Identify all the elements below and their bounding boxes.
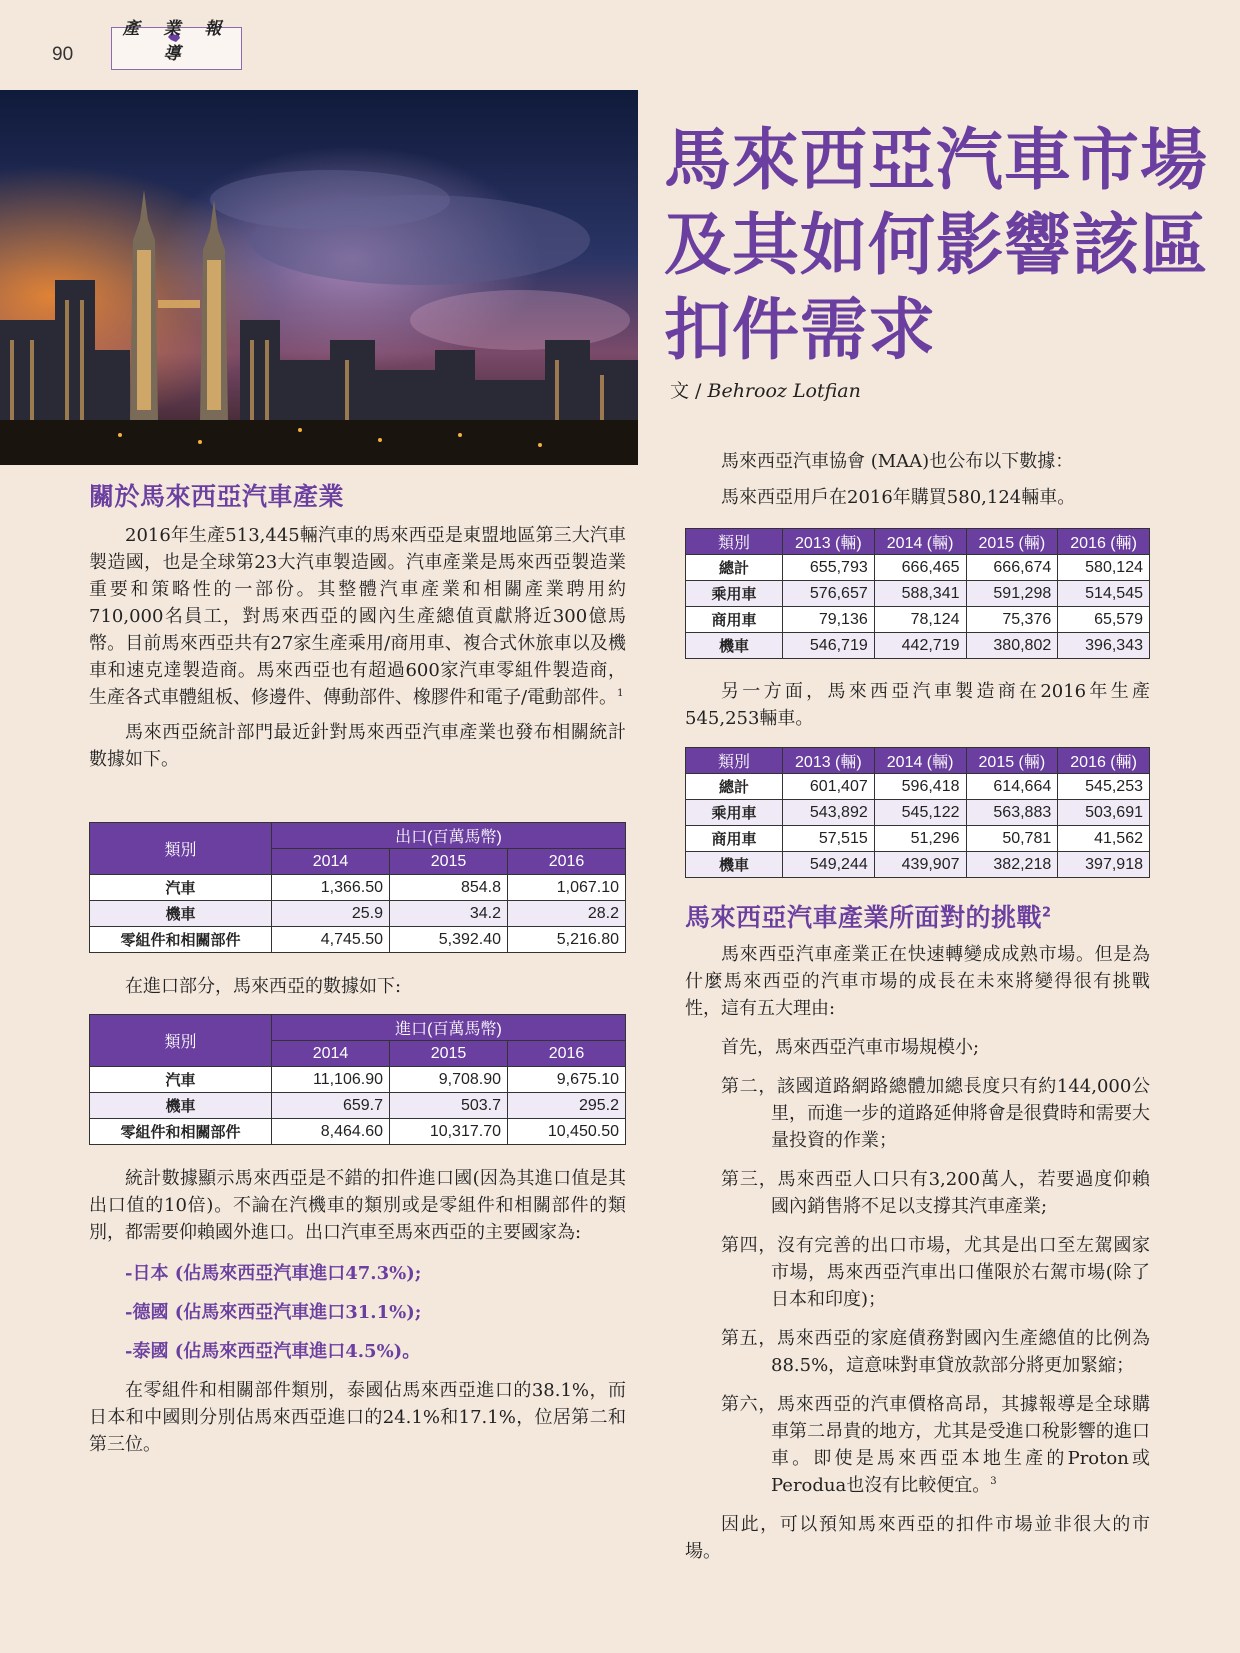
reason-third: 第三，馬來西亞人口只有3,200萬人，若要過度仰賴國內銷售將不足以支撐其汽車產業; bbox=[721, 1169, 1150, 1217]
table-row bbox=[686, 633, 1150, 659]
table-cell: 380,802 bbox=[966, 633, 1058, 659]
table-cell: 563,883 bbox=[966, 800, 1058, 826]
reason-first: 首先，馬來西亞汽車市場規模小; bbox=[721, 1037, 980, 1058]
reason-fourth: 第四，沒有完善的出口市場，尤其是出口至左駕國家市場，馬來西亞汽車出口僅限於右駕市場(除了日本和印度)； bbox=[721, 1235, 1150, 1310]
reason-sixth-text: 第六，馬來西亞的汽車價格高昂，其據報導是全球購車第二昂貴的地方，尤其是受進口稅影響的進口車。即使是馬來西亞本地生產的Proton或Perodua也沒有比較便宜。 bbox=[721, 1394, 1150, 1496]
table-cell: 57,515 bbox=[783, 826, 875, 852]
table-row bbox=[90, 901, 626, 927]
table-cell: 41,562 bbox=[1058, 826, 1150, 852]
byline-author: Behrooz Lotfian bbox=[707, 380, 861, 402]
table-cell: 11,106.90 bbox=[272, 1067, 390, 1093]
table-cell: 439,907 bbox=[874, 852, 966, 878]
byline-prefix: 文 / bbox=[670, 380, 708, 402]
table-cell: 549,244 bbox=[783, 852, 875, 878]
table-row bbox=[686, 826, 1150, 852]
sales-table bbox=[685, 528, 1150, 659]
table-cell: 5,392.40 bbox=[390, 927, 508, 953]
table-row bbox=[686, 774, 1150, 800]
import-table-year: 2014 bbox=[272, 1041, 390, 1067]
row-label: 零組件和相關部件 bbox=[90, 1119, 272, 1145]
article-title-line-3: 扣件需求 bbox=[664, 291, 936, 369]
export-table bbox=[89, 822, 626, 953]
paragraph-maa-intro: 馬來西亞汽車協會 (MAA)也公布以下數據： bbox=[721, 451, 1074, 472]
row-label: 機車 bbox=[686, 633, 783, 659]
row-label: 機車 bbox=[90, 901, 272, 927]
reason-list bbox=[685, 1073, 1150, 1499]
table-row bbox=[686, 581, 1150, 607]
table-cell: 396,343 bbox=[1058, 633, 1150, 659]
table-row bbox=[90, 927, 626, 953]
left-column-top bbox=[89, 483, 626, 773]
table-cell: 25.9 bbox=[272, 901, 390, 927]
table-cell: 614,664 bbox=[966, 774, 1058, 800]
table-row bbox=[90, 1067, 626, 1093]
article-title bbox=[664, 118, 1224, 373]
table-cell: 854.8 bbox=[390, 875, 508, 901]
paragraph-industry-overview-text: 2016年生產513,445輛汽車的馬來西亞是東盟地區第三大汽車製造國，也是全球第23大汽車製造國。汽車產業是馬來西亞製造業重要和策略性的一部份。其整體汽車產業和相關產業聘用約710,000名員工，對馬來西亞的國內生產總值貢獻將近300億馬幣。目前馬來西亞共有27家生產乘用/商用車、複合式休旅車以及機車和速克達製造商。馬來西亞也有超過600家汽車零組件製造商，生產各式車體組板、修邊件、傳動部件、橡膠件和電子/電動部件。 bbox=[89, 525, 626, 708]
right-column-production-intro bbox=[685, 678, 1150, 732]
table-cell: 503,691 bbox=[1058, 800, 1150, 826]
table-cell: 659.7 bbox=[272, 1093, 390, 1119]
country-japan: -日本 (佔馬來西亞汽車進口47.3%); bbox=[125, 1263, 422, 1284]
table-cell: 50,781 bbox=[966, 826, 1058, 852]
table-cell: 295.2 bbox=[508, 1093, 626, 1119]
footnote-ref-2: 2 bbox=[1042, 905, 1052, 921]
paragraph-production-2016: 另一方面，馬來西亞汽車製造商在2016年生產545,253輛車。 bbox=[685, 681, 1150, 729]
table-cell: 1,366.50 bbox=[272, 875, 390, 901]
table-header: 類別 bbox=[686, 529, 783, 555]
import-table-category-header: 類別 bbox=[90, 1015, 272, 1067]
reason-second: 第二，該國道路網路總體加總長度只有約144,000公里，而進一步的道路延伸將會是很費時和需要大量投資的作業； bbox=[721, 1076, 1150, 1151]
table-cell: 601,407 bbox=[783, 774, 875, 800]
section-tag bbox=[111, 19, 242, 70]
table-cell: 503.7 bbox=[390, 1093, 508, 1119]
table-cell: 1,067.10 bbox=[508, 875, 626, 901]
export-table-category-header: 類別 bbox=[90, 823, 272, 875]
article-title-line-2: 及其如何影響該區 bbox=[664, 206, 1208, 284]
table-cell: 596,418 bbox=[874, 774, 966, 800]
section-heading-challenges bbox=[685, 904, 1150, 931]
row-label: 零組件和相關部件 bbox=[90, 927, 272, 953]
export-table-year: 2016 bbox=[508, 849, 626, 875]
right-column-challenges bbox=[685, 904, 1150, 1565]
table-cell: 543,892 bbox=[783, 800, 875, 826]
table-cell: 8,464.60 bbox=[272, 1119, 390, 1145]
kuala-lumpur-skyline-photo bbox=[0, 90, 638, 465]
table-cell: 34.2 bbox=[390, 901, 508, 927]
table-row bbox=[90, 875, 626, 901]
table-cell: 382,218 bbox=[966, 852, 1058, 878]
row-label: 總計 bbox=[686, 774, 783, 800]
paragraph-import-intro: 在進口部分，馬來西亞的數據如下: bbox=[125, 976, 402, 997]
section-heading-about: 關於馬來西亞汽車產業 bbox=[89, 482, 345, 511]
export-table-group-header: 出口(百萬馬幣) bbox=[272, 823, 626, 849]
country-thailand: -泰國 (佔馬來西亞汽車進口4.5%)。 bbox=[125, 1341, 421, 1362]
table-cell: 75,376 bbox=[966, 607, 1058, 633]
table-cell: 79,136 bbox=[783, 607, 875, 633]
section-heading-challenges-text: 馬來西亞汽車產業所面對的挑戰 bbox=[685, 903, 1043, 932]
row-label: 機車 bbox=[90, 1093, 272, 1119]
table-header: 2015 (輛) bbox=[966, 748, 1058, 774]
table-row bbox=[686, 800, 1150, 826]
paragraph-sales-2016: 馬來西亞用戶在2016年購買580,124輛車。 bbox=[721, 487, 1076, 508]
row-label: 商用車 bbox=[686, 607, 783, 633]
row-label: 汽車 bbox=[90, 1067, 272, 1093]
table-cell: 666,465 bbox=[874, 555, 966, 581]
import-table bbox=[89, 1014, 626, 1145]
import-table-year: 2016 bbox=[508, 1041, 626, 1067]
table-header: 2016 (輛) bbox=[1058, 529, 1150, 555]
row-label: 乘用車 bbox=[686, 581, 783, 607]
table-row bbox=[90, 1119, 626, 1145]
row-label: 汽車 bbox=[90, 875, 272, 901]
import-table-year: 2015 bbox=[390, 1041, 508, 1067]
table-cell: 591,298 bbox=[966, 581, 1058, 607]
reason-fifth: 第五，馬來西亞的家庭債務對國內生產總值的比例為88.5%，這意味對車貸放款部分將更加緊縮； bbox=[721, 1328, 1150, 1376]
table-cell: 545,253 bbox=[1058, 774, 1150, 800]
table-cell: 588,341 bbox=[874, 581, 966, 607]
table-cell: 65,579 bbox=[1058, 607, 1150, 633]
table-cell: 442,719 bbox=[874, 633, 966, 659]
paragraph-challenges-intro: 馬來西亞汽車產業正在快速轉變成成熟市場。但是為什麼馬來西亞的汽車市場的成長在未來將變得很有挑戰性，這有五大理由: bbox=[685, 944, 1150, 1019]
paragraph-import-intro-wrap bbox=[89, 973, 626, 1000]
table-cell: 4,745.50 bbox=[272, 927, 390, 953]
left-column-bottom bbox=[89, 1165, 626, 1458]
table-header: 2014 (輛) bbox=[874, 748, 966, 774]
table-row bbox=[686, 555, 1150, 581]
table-cell: 576,657 bbox=[783, 581, 875, 607]
table-cell: 10,317.70 bbox=[390, 1119, 508, 1145]
row-label: 機車 bbox=[686, 852, 783, 878]
paragraph-statistics-intro: 馬來西亞統計部門最近針對馬來西亞汽車產業也發布相關統計數據如下。 bbox=[89, 722, 626, 770]
page-number: 90 bbox=[52, 44, 74, 65]
table-cell: 5,216.80 bbox=[508, 927, 626, 953]
table-cell: 9,708.90 bbox=[390, 1067, 508, 1093]
export-table-year: 2015 bbox=[390, 849, 508, 875]
table-cell: 9,675.10 bbox=[508, 1067, 626, 1093]
row-label: 商用車 bbox=[686, 826, 783, 852]
table-row bbox=[90, 1093, 626, 1119]
byline bbox=[670, 376, 861, 403]
table-cell: 580,124 bbox=[1058, 555, 1150, 581]
table-cell: 666,674 bbox=[966, 555, 1058, 581]
table-header: 2015 (輛) bbox=[966, 529, 1058, 555]
import-table-group-header: 進口(百萬馬幣) bbox=[272, 1015, 626, 1041]
table-cell: 10,450.50 bbox=[508, 1119, 626, 1145]
paragraph-conclusion: 因此，可以預知馬來西亞的扣件市場並非很大的市場。 bbox=[685, 1514, 1150, 1562]
table-cell: 545,122 bbox=[874, 800, 966, 826]
export-table-year: 2014 bbox=[272, 849, 390, 875]
production-table bbox=[685, 747, 1150, 878]
table-cell: 28.2 bbox=[508, 901, 626, 927]
table-header: 類別 bbox=[686, 748, 783, 774]
table-cell: 397,918 bbox=[1058, 852, 1150, 878]
table-cell: 51,296 bbox=[874, 826, 966, 852]
paragraph-parts-imports: 在零組件和相關部件類別，泰國佔馬來西亞進口的38.1%，而日本和中國則分別佔馬來西亞進口的24.1%和17.1%，位居第二和第三位。 bbox=[89, 1380, 626, 1455]
paragraph-import-analysis: 統計數據顯示馬來西亞是不錯的扣件進口國(因為其進口值是其出口值的10倍)。不論在汽機車的類別或是零組件和相關部件的類別，都需要仰賴國外進口。出口汽車至馬來西亞的主要國家為: bbox=[89, 1168, 626, 1243]
table-header: 2013 (輛) bbox=[783, 748, 875, 774]
table-cell: 514,545 bbox=[1058, 581, 1150, 607]
table-cell: 546,719 bbox=[783, 633, 875, 659]
section-tag-label: 產 業 報 導 bbox=[122, 19, 231, 64]
footnote-ref-3: 3 bbox=[990, 1476, 997, 1487]
article-title-line-1: 馬來西亞汽車市場 bbox=[664, 121, 1208, 199]
footnote-ref-1: 1 bbox=[617, 688, 624, 699]
reason-sixth bbox=[721, 1391, 1150, 1499]
table-header: 2013 (輛) bbox=[783, 529, 875, 555]
table-cell: 655,793 bbox=[783, 555, 875, 581]
table-header: 2014 (輛) bbox=[874, 529, 966, 555]
table-cell: 78,124 bbox=[874, 607, 966, 633]
table-row bbox=[686, 852, 1150, 878]
row-label: 總計 bbox=[686, 555, 783, 581]
right-column-intro bbox=[685, 448, 1150, 511]
table-row bbox=[686, 607, 1150, 633]
row-label: 乘用車 bbox=[686, 800, 783, 826]
country-germany: -德國 (佔馬來西亞汽車進口31.1%); bbox=[125, 1302, 422, 1323]
paragraph-industry-overview bbox=[89, 522, 626, 711]
table-header: 2016 (輛) bbox=[1058, 748, 1150, 774]
